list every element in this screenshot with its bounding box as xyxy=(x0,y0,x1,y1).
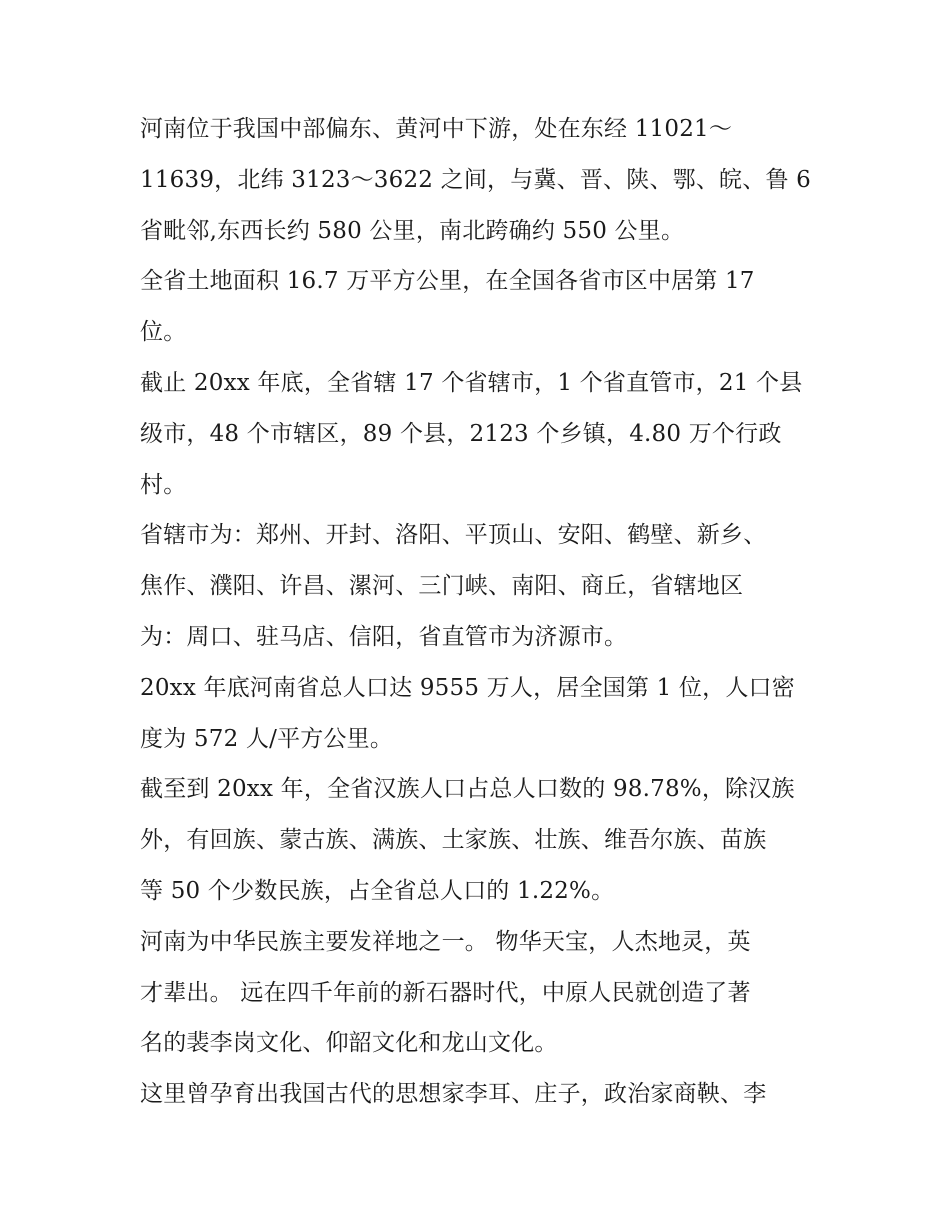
text-line: 20xx 年底河南省总人口达 9555 万人，居全国第 1 位，人口密 xyxy=(140,674,795,701)
text-line: 度为 572 人/平方公里。 xyxy=(140,725,394,752)
text-line: 等 50 个少数民族，占全省总人口的 1.22%。 xyxy=(140,877,615,904)
paragraph-culture xyxy=(140,917,810,1069)
paragraph-ethnic-groups xyxy=(140,764,810,916)
text-line: 才辈出。 远在四千年前的新石器时代，中原人民就创造了著 xyxy=(140,979,751,1006)
text-line: 级市，48 个市辖区，89 个县，2123 个乡镇，4.80 万个行政 xyxy=(140,420,782,447)
text-line: 省毗邻,东西长约 580 公里，南北跨确约 550 公里。 xyxy=(140,217,685,244)
text-line: 名的裴李岗文化、仰韶文化和龙山文化。 xyxy=(140,1030,558,1057)
paragraph-area xyxy=(140,256,810,358)
paragraph-population xyxy=(140,663,810,765)
text-line: 这里曾孕育出我国古代的思想家李耳、庄子，政治家商鞅、李 xyxy=(140,1081,767,1108)
text-line: 全省土地面积 16.7 万平方公里，在全国各省市区中居第 17 xyxy=(140,268,755,295)
paragraph-historical-figures xyxy=(140,1069,810,1120)
text-line: 截止 20xx 年底，全省辖 17 个省辖市，1 个省直管市，21 个县 xyxy=(140,369,803,396)
text-line: 为：周口、驻马店、信阳，省直管市为济源市。 xyxy=(140,623,628,650)
text-line: 位。 xyxy=(140,319,187,346)
text-line: 河南位于我国中部偏东、黄河中下游，处在东经 11021～ xyxy=(140,116,733,142)
text-line: 11639，北纬 3123～3622 之间，与冀、晋、陕、鄂、皖、鲁 6 xyxy=(140,166,811,193)
text-line: 截至到 20xx 年，全省汉族人口占总人口数的 98.78%，除汉族 xyxy=(140,776,795,803)
text-line: 焦作、濮阳、许昌、漯河、三门峡、南阳、商丘，省辖地区 xyxy=(140,573,744,600)
paragraph-cities xyxy=(140,510,810,662)
text-line: 外，有回族、蒙古族、满族、土家族、壮族、维吾尔族、苗族 xyxy=(140,827,767,854)
text-line: 村。 xyxy=(140,471,187,498)
text-line: 河南为中华民族主要发祥地之一。 物华天宝，人杰地灵，英 xyxy=(140,928,751,955)
paragraph-administrative-divisions xyxy=(140,358,810,510)
text-line: 省辖市为：郑州、开封、洛阳、平顶山、安阳、鹤壁、新乡、 xyxy=(140,522,767,549)
paragraph-location xyxy=(140,104,810,256)
